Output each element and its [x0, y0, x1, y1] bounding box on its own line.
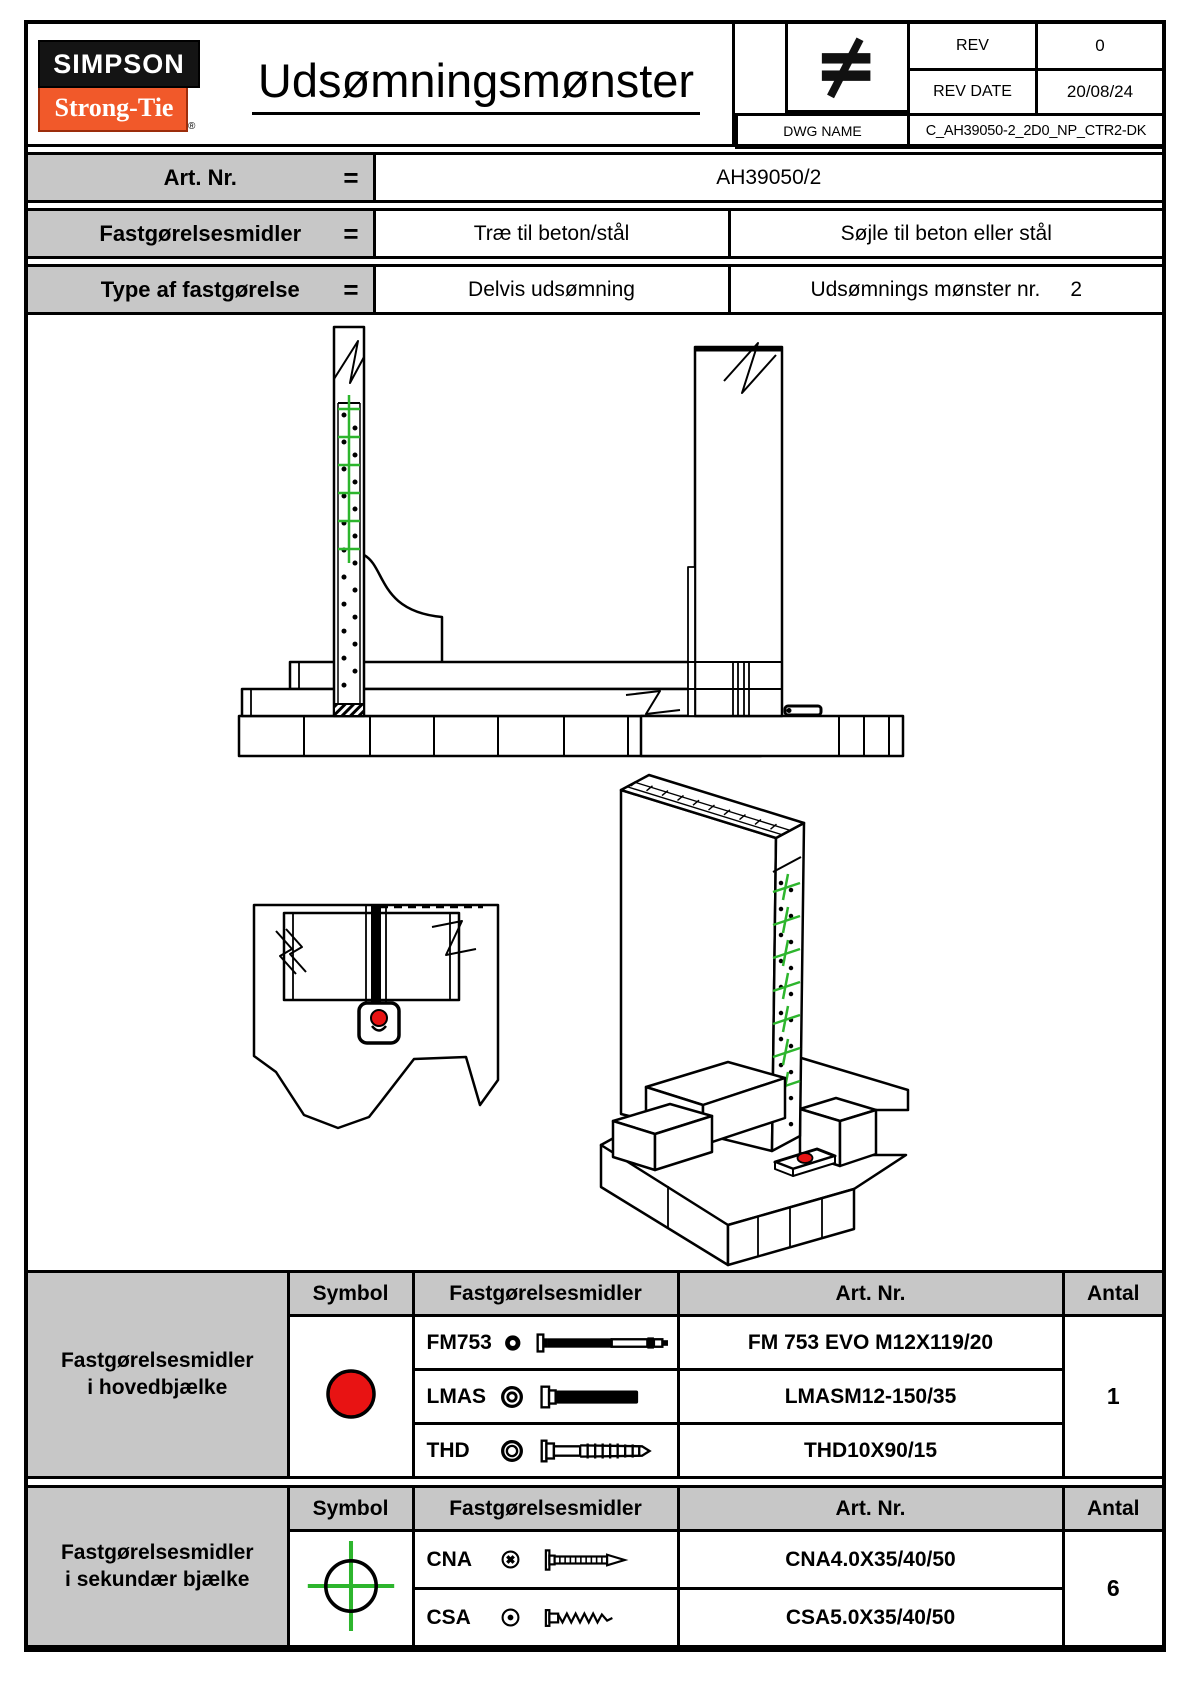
rev-label: REV	[909, 24, 1037, 69]
artnr-cell: LMASM12-150/35	[678, 1370, 1063, 1424]
csa-head-icon	[498, 1605, 523, 1630]
red-dot-icon	[321, 1364, 381, 1424]
not-equal-projection-icon	[808, 31, 886, 103]
fixing-type-label-cell	[28, 266, 374, 314]
fm753-bolt-icon	[534, 1328, 676, 1358]
rev-date-value: 20/08/24	[1037, 69, 1163, 114]
secondary-beam-symbol-cell	[288, 1531, 413, 1647]
rev-date-label: REV DATE	[909, 69, 1037, 114]
col-header-qty: Antal	[1063, 1272, 1162, 1316]
fasteners-value-1: Træ til beton/stål	[374, 210, 729, 258]
main-fastener-mark-plan	[371, 1010, 387, 1026]
main-beam-symbol-cell	[288, 1316, 413, 1478]
fastener-code: CSA	[426, 1605, 471, 1629]
col-header-qty: Antal	[1063, 1487, 1162, 1531]
col-header-symbol: Symbol	[288, 1487, 413, 1531]
registered-trademark-icon: ®	[188, 121, 196, 132]
group-label-main-beam: Fastgørelsesmidler i hovedbjælke	[28, 1272, 288, 1478]
col-header-artnr: Art. Nr.	[678, 1272, 1063, 1316]
revision-block	[732, 24, 1162, 144]
drawing-area	[28, 315, 1162, 1270]
pattern-number-cell	[729, 266, 1162, 314]
artnr-cell: CNA4.0X35/40/50	[678, 1531, 1063, 1589]
rev-value: 0	[1037, 24, 1163, 69]
fastener-cell	[413, 1370, 678, 1424]
lmas-bolt-icon	[535, 1382, 655, 1412]
fasteners-label-cell	[28, 210, 374, 258]
csa-screw-icon	[532, 1604, 642, 1632]
thd-screw-icon	[535, 1436, 660, 1466]
isometric-drawing	[601, 775, 908, 1265]
lmas-head-icon	[498, 1383, 526, 1411]
col-header-fastener: Fastgørelsesmidler	[413, 1487, 678, 1531]
artnr-cell: THD10X90/15	[678, 1424, 1063, 1478]
projection-symbol-box	[785, 24, 908, 113]
qty-main-beam: 1	[1063, 1316, 1162, 1478]
fasteners-label: Fastgørelsesmidler	[99, 220, 302, 246]
fastener-table-main-beam	[28, 1270, 1162, 1479]
info-row-fasteners	[28, 208, 1162, 259]
artnr-cell: FM 753 EVO M12X119/20	[678, 1316, 1063, 1370]
artnr-label-cell	[28, 154, 374, 202]
col-header-artnr: Art. Nr.	[678, 1487, 1063, 1531]
fastener-code: THD	[426, 1438, 470, 1462]
fastener-code: FM753	[426, 1330, 492, 1354]
cna-nail-icon	[532, 1546, 642, 1574]
page-title: Udsømningsmønster	[252, 53, 700, 115]
artnr-label: Art. Nr.	[163, 164, 237, 190]
fastener-cell	[413, 1531, 678, 1589]
drawing-sheet	[24, 20, 1166, 1652]
group-label-secondary-beam: Fastgørelsesmidler i sekundær bjælke	[28, 1487, 288, 1647]
simpson-strongtie-logo	[28, 24, 220, 144]
equals-sign: =	[343, 218, 359, 248]
dwg-name-label: DWG NAME	[737, 114, 909, 147]
equals-sign: =	[343, 274, 359, 304]
fastener-table-secondary-beam	[28, 1485, 1162, 1648]
fixing-type-value: Delvis udsømning	[374, 266, 729, 314]
green-crosshair-icon	[296, 1532, 406, 1640]
main-fastener-mark-iso	[798, 1153, 813, 1163]
cna-head-icon	[498, 1547, 523, 1572]
pattern-number-value: 2	[1070, 277, 1083, 301]
fastener-cell	[413, 1589, 678, 1647]
fastener-cell	[413, 1424, 678, 1478]
info-row-artnr	[28, 152, 1162, 203]
thd-head-icon	[498, 1437, 526, 1465]
fastener-code: LMAS	[426, 1384, 486, 1408]
logo-simpson-text: SIMPSON	[38, 40, 200, 88]
artnr-cell: CSA5.0X35/40/50	[678, 1589, 1063, 1647]
logo-strongtie-text: Strong-Tie	[38, 88, 188, 132]
qty-secondary-beam: 6	[1063, 1531, 1162, 1647]
col-header-fastener: Fastgørelsesmidler	[413, 1272, 678, 1316]
plan-detail-drawing	[254, 905, 498, 1128]
pattern-number-label: Udsømnings mønster nr.	[810, 277, 1041, 301]
fm753-head-icon	[500, 1330, 526, 1356]
fastener-code: CNA	[426, 1547, 472, 1571]
title-block-header	[28, 24, 1162, 147]
front-view-drawing	[239, 327, 761, 756]
fasteners-value-2: Søjle til beton eller stål	[729, 210, 1162, 258]
info-row-fixing-type	[28, 264, 1162, 315]
equals-sign: =	[343, 162, 359, 192]
fastener-cell	[413, 1316, 678, 1370]
artnr-value: AH39050/2	[374, 154, 1162, 202]
fixing-type-label: Type af fastgørelse	[100, 276, 300, 302]
dwg-name-value: C_AH39050-2_2D0_NP_CTR2-DK	[909, 114, 1163, 147]
technical-drawings	[28, 315, 1162, 1270]
col-header-symbol: Symbol	[288, 1272, 413, 1316]
